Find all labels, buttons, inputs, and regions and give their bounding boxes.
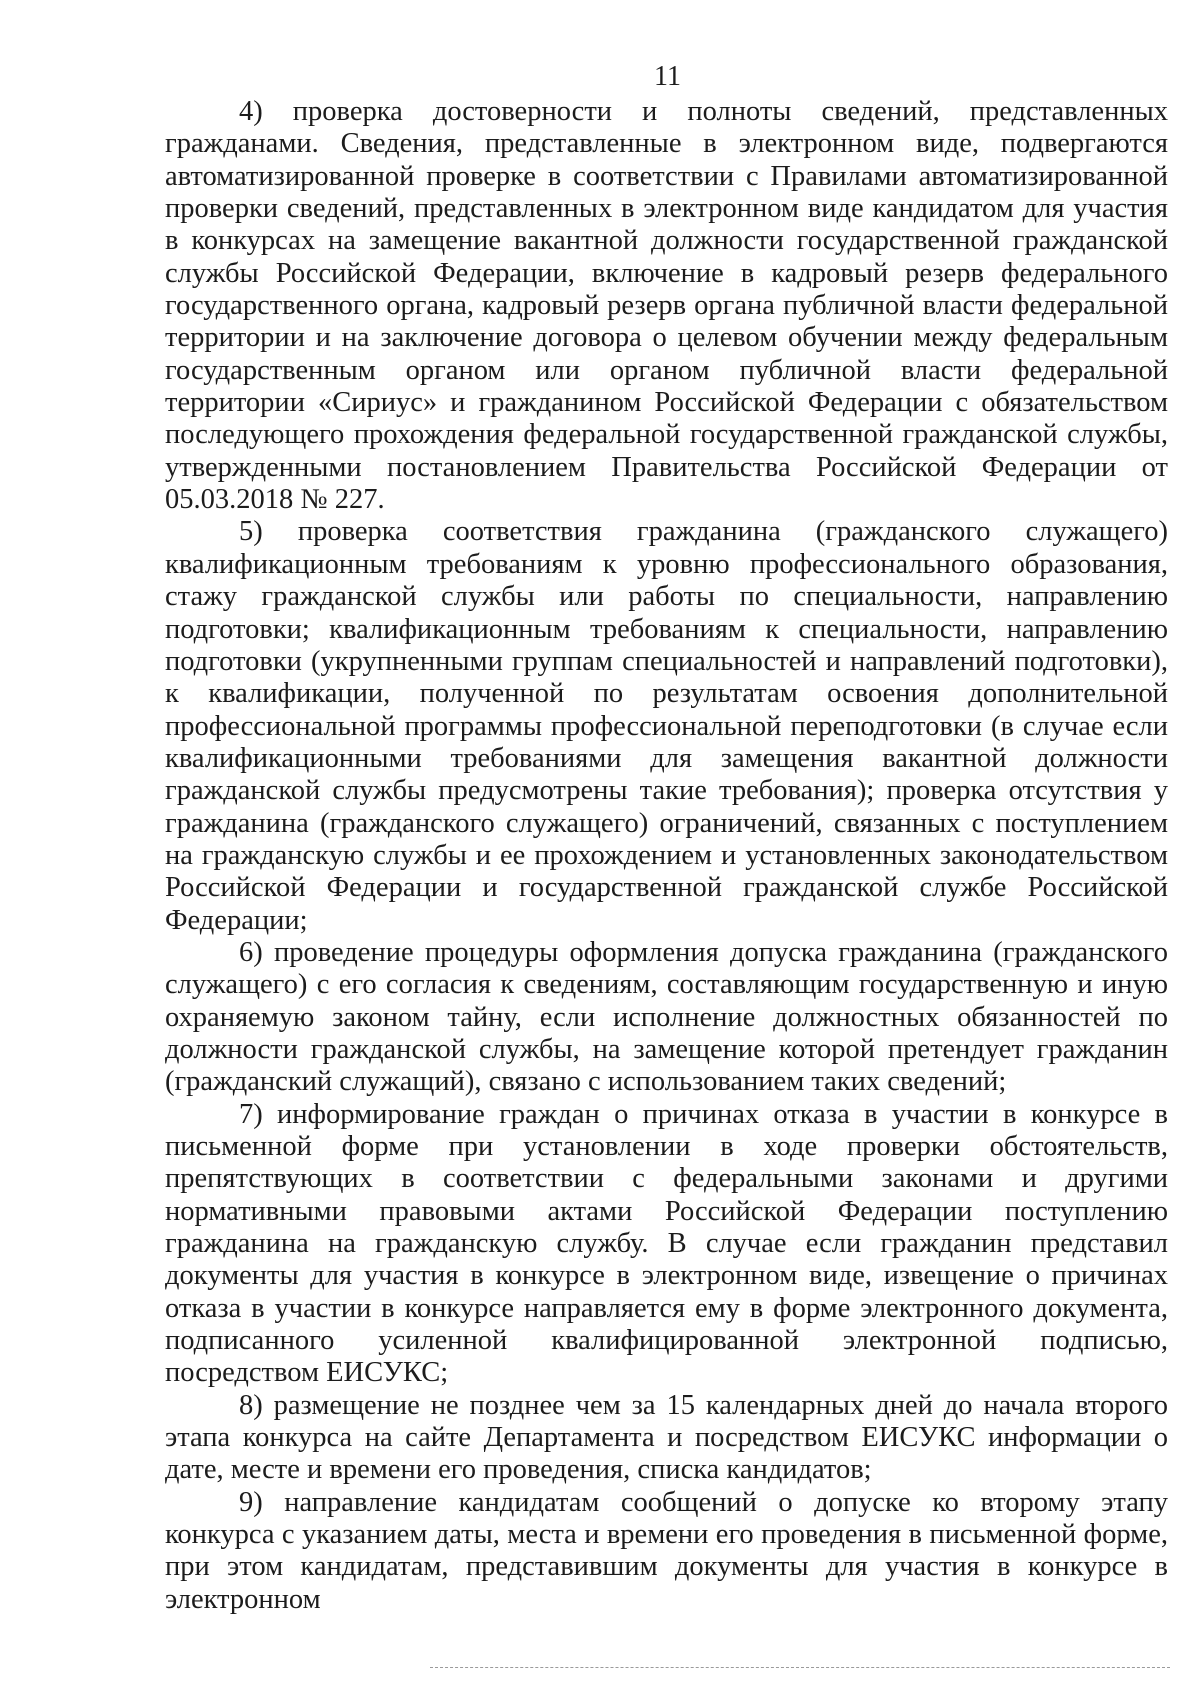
page-number: 11 — [654, 61, 681, 92]
paragraph-item-5: 5) проверка соответствия гражданина (гражданского служащего) квалификационным требованиям к уровню профессионального образования, стажу гражданской службы или работы по специальности, направлению подготовки; квалификационным требованиям к специальности, направлению подготовки (укрупненными группам специальностей и направлений подготовки), к квалификации, полученной по результатам освоения дополнительной профессиональной программы профессиональной переподготовки (в случае если квалификационными требованиями для замещения вакантной должности гражданской службы предусмотрены такие требования); проверка отсутствия у гражданина (гражданского служащего) ограничений, связанных с поступлением на гражданскую службы и ее прохождением и установленных законодательством Российской Федерации и государственной гражданской службе Российской Федерации; — [165, 516, 1168, 936]
paragraph-item-8: 8) размещение не позднее чем за 15 календарных дней до начала второго этапа конкурса на сайте Департамента и посредством ЕИСУКС информации о дате, месте и времени его проведения, списка кандидатов; — [165, 1389, 1168, 1486]
paragraph-item-4: 4) проверка достоверности и полноты сведений, представленных гражданами. Сведения, представленные в электронном виде, подвергаются автоматизированной проверке в соответствии с Правилами автоматизированной проверки сведений, представленных в электронном виде кандидатом для участия в конкурсах на замещение вакантной должности государственной гражданской службы Российской Федерации, включение в кадровый резерв федерального государственного органа, кадровый резерв органа публичной власти федеральной территории и на заключение договора о целевом обучении между федеральным государственным органом или органом публичной власти федеральной территории «Сириус» и гражданином Российской Федерации с обязательством последующего прохождения федеральной государственной гражданской службы, утвержденными постановлением Правительства Российской Федерации от 05.03.2018 № 227. — [165, 96, 1168, 516]
footer-divider — [430, 1667, 1170, 1668]
document-body — [165, 96, 1168, 1616]
paragraph-item-9: 9) направление кандидатам сообщений о допуске ко второму этапу конкурса с указанием даты, места и времени его проведения в письменной форме, при этом кандидатам, представившим документы для участия в конкурсе в электронном — [165, 1486, 1168, 1615]
paragraph-item-7: 7) информирование граждан о причинах отказа в участии в конкурсе в письменной форме при установлении в ходе проверки обстоятельств, препятствующих в соответствии с федеральными законами и другими нормативными правовыми актами Российской Федерации поступлению гражданина на гражданскую службу. В случае если гражданин представил документы для участия в конкурсе в электронном виде, извещение о причинах отказа в участии в конкурсе направляется ему в форме электронного документа, подписанного усиленной квалифицированной электронной подписью, посредством ЕИСУКС; — [165, 1098, 1168, 1389]
paragraph-item-6: 6) проведение процедуры оформления допуска гражданина (гражданского служащего) с его согласия к сведениям, составляющим государственную и иную охраняемую законом тайну, если исполнение должностных обязанностей по должности гражданской службы, на замещение которой претендует гражданин (гражданский служащий), связано с использованием таких сведений; — [165, 936, 1168, 1098]
